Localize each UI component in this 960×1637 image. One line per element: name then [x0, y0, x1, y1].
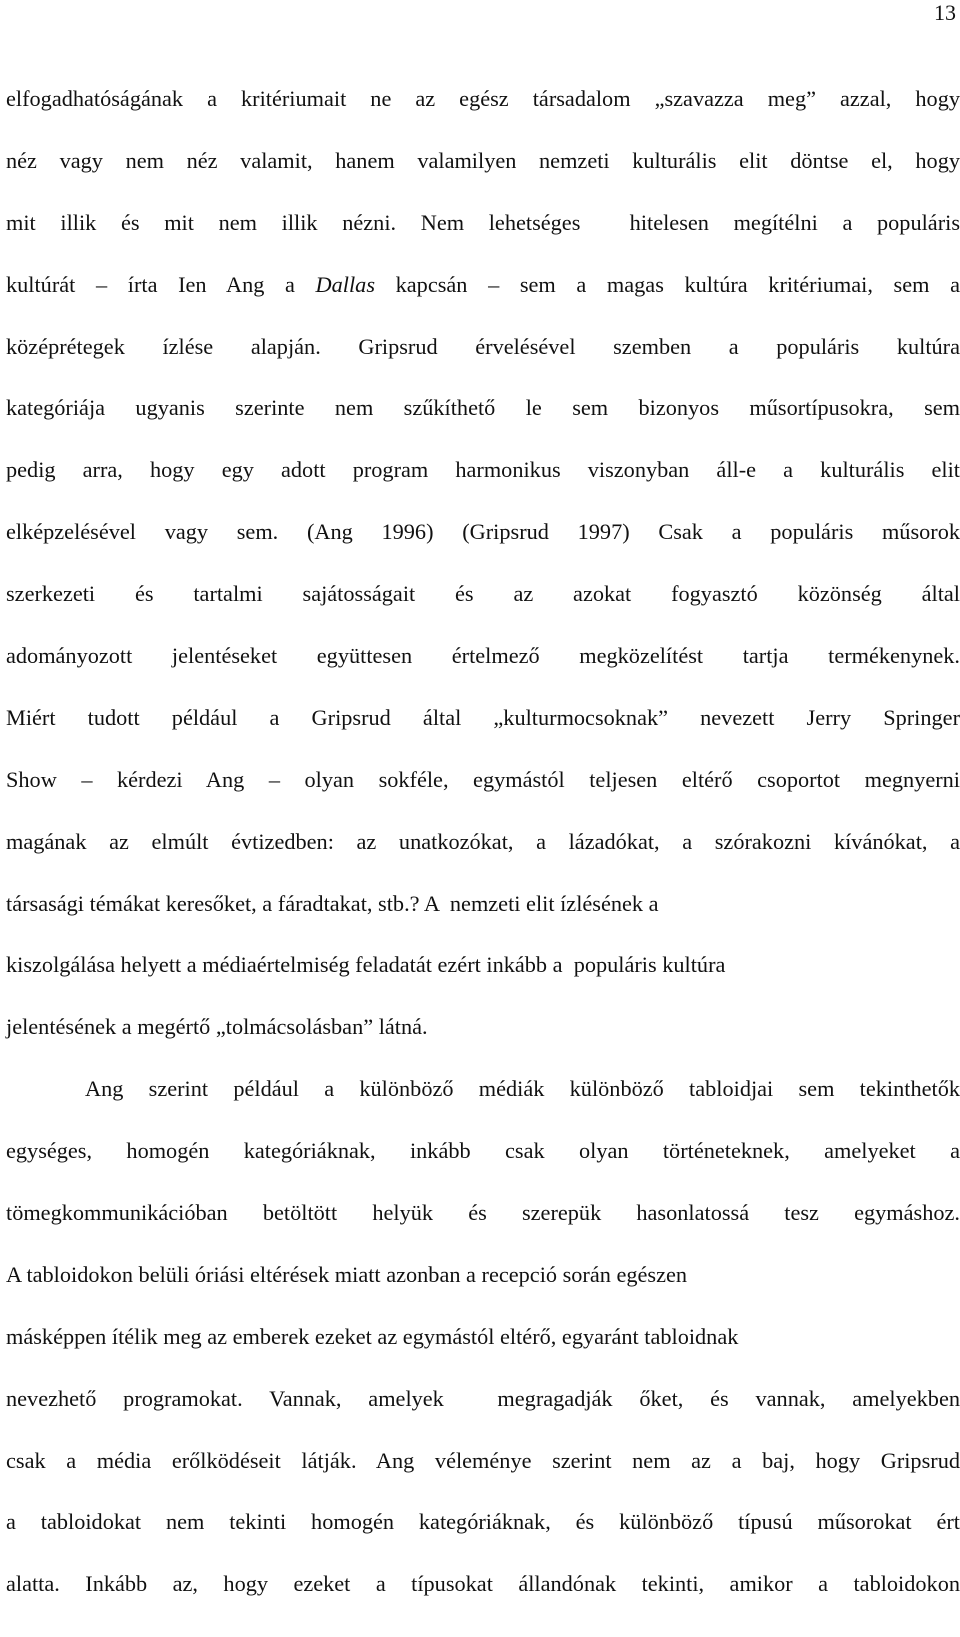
text-segment: másképpen ítélik meg az emberek ezeket az egymástól eltérő, egyaránt tabloidnak: [6, 1323, 739, 1349]
text-line: [6, 1430, 960, 1492]
text-segment: egységes, homogén kategóriáknak, inkább csak olyan történeteknek, amelyeket a: [6, 1138, 960, 1164]
text-line: [6, 873, 960, 935]
text-line: [6, 934, 960, 996]
text-segment: társasági témákat keresőket, a fáradtakat, stb.? A nemzeti elit ízlésének a: [6, 890, 659, 916]
text-line: [6, 439, 960, 501]
text-segment: nevezhető programokat. Vannak, amelyek megragadják őket, és vannak, amelyekben: [6, 1385, 960, 1411]
text-segment: elfogadhatóságának a kritériumait ne az egész társadalom „szavazza meg” azzal, hogy: [6, 86, 960, 111]
text-line: [6, 687, 960, 749]
text-segment: kategóriája ugyanis szerinte nem szűkíthető le sem bizonyos műsortípusokra, sem: [6, 395, 960, 421]
text-segment: kapcsán – sem a magas kultúra kritériumai, sem a: [375, 271, 960, 297]
text-segment: jelentésének a megértő „tolmácsolásban” látná.: [6, 1014, 428, 1040]
text-line: [6, 1182, 960, 1244]
text-segment: tömegkommunikációban betöltött helyük és szerepük hasonlatossá tesz egymáshoz.: [6, 1200, 960, 1226]
text-segment: Show – kérdezi Ang – olyan sokféle, egymástól teljesen eltérő csoportot megnyerni: [6, 766, 960, 792]
text-line: [6, 625, 960, 687]
text-line: [6, 749, 960, 811]
text-line: [6, 1306, 960, 1368]
page-number: 13: [934, 0, 956, 25]
text-segment: A tabloidokon belüli óriási eltérések miatt azonban a recepció során egészen: [6, 1261, 688, 1287]
text-segment: pedig arra, hogy egy adott program harmonikus viszonyban áll-e a kulturális elit: [6, 457, 960, 483]
text-segment: elképzelésével vagy sem. (Ang 1996) (Gripsrud 1997) Csak a populáris műsorok: [6, 519, 960, 545]
text-segment: kiszolgálása helyett a médiaértelmiség feladatát ezért inkább a populáris kultúra: [6, 952, 726, 978]
text-segment: adományozott jelentéseket együttesen értelmező megközelítést tartja termékenynek.: [6, 643, 960, 669]
text-segment: középrétegek ízlése alapján. Gripsrud érvelésével szemben a populáris kultúra: [6, 333, 960, 359]
text-line: [6, 1244, 960, 1306]
text-line: [6, 130, 960, 192]
text-line: [6, 501, 960, 563]
text-line: [6, 1368, 960, 1430]
text-segment: szerkezeti és tartalmi sajátosságait és az azokat fogyasztó közönség által: [6, 581, 960, 607]
text-line: [6, 811, 960, 873]
text-segment: Ang szerint például a különböző médiák különböző tabloidjai sem tekinthetők: [85, 1076, 960, 1102]
text-segment: alatta. Inkább az, hogy ezeket a típusokat állandónak tekinti, amikor a tabloidokon: [6, 1571, 960, 1597]
italic-text-segment: Dallas: [315, 271, 375, 297]
document-body: [6, 68, 960, 1615]
text-segment: néz vagy nem néz valamit, hanem valamilyen nemzeti kulturális elit döntse el, hogy: [6, 147, 960, 173]
text-line: [6, 254, 960, 316]
text-line: [6, 996, 960, 1058]
text-segment: Miért tudott például a Gripsrud által „kulturmocsoknak” nevezett Jerry Springer: [6, 704, 960, 730]
text-line: [6, 192, 960, 254]
text-line: [6, 377, 960, 439]
text-line: [6, 316, 960, 378]
text-line: [6, 1553, 960, 1615]
text-segment: a tabloidokat nem tekinti homogén kategóriáknak, és különböző típusú műsorokat ért: [6, 1509, 960, 1535]
text-line: [6, 68, 960, 130]
text-line: [6, 563, 960, 625]
text-segment: magának az elmúlt évtizedben: az unatkozókat, a lázadókat, a szórakozni kívánókat, a: [6, 828, 960, 854]
text-line: [6, 1058, 960, 1120]
text-segment: kultúrát – írta Ien Ang a: [6, 271, 316, 297]
text-segment: mit illik és mit nem illik nézni. Nem lehetséges hitelesen megítélni a populáris: [6, 209, 960, 235]
text-line: [6, 1491, 960, 1553]
text-line: [6, 1120, 960, 1182]
text-segment: csak a média erőlködéseit látják. Ang véleménye szerint nem az a baj, hogy Gripsrud: [6, 1447, 960, 1473]
